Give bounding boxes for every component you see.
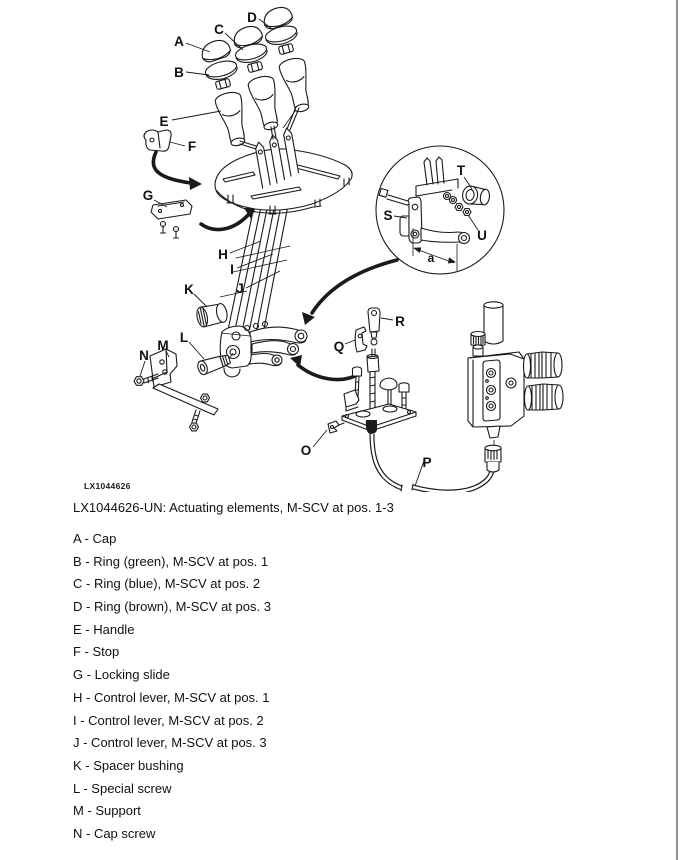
legend-item: H - Control lever, M-SCV at pos. 1 [73, 689, 270, 705]
mushroom-cap [380, 378, 397, 408]
mounting-plate [215, 149, 352, 214]
legend-item: L - Special screw [73, 780, 172, 796]
callout-d: D [247, 10, 257, 25]
page-right-border [676, 0, 678, 860]
figure-caption: LX1044626-UN: Actuating elements, M-SCV at pos. 1-3 [73, 500, 394, 515]
parts-legend [73, 528, 271, 846]
callout-e: E [159, 114, 169, 129]
legend-item: I - Control lever, M-SCV at pos. 2 [73, 712, 264, 728]
legend-item: M - Support [73, 803, 141, 819]
legend-item: C - Ring (blue), M-SCV at pos. 2 [73, 576, 261, 592]
legend-item: K - Spacer bushing [73, 757, 184, 773]
nut-3 [278, 43, 294, 54]
legend-item: G - Locking slide [73, 667, 170, 683]
vertical-actuator-rod [367, 339, 379, 410]
callout-b: B [174, 65, 184, 80]
plate-bracket [344, 390, 359, 411]
cable-connector [485, 445, 501, 472]
support-bolt [190, 410, 201, 431]
flow-arrow-slide-to-plate [201, 207, 256, 230]
valve-face-panel [483, 360, 500, 421]
legend-item: A - Cap [73, 531, 117, 546]
detail-circle [376, 146, 504, 274]
callout-n: N [139, 348, 149, 363]
valve-top-cylinder [484, 302, 503, 344]
legend-item: D - Ring (brown), M-SCV at pos. 3 [73, 599, 271, 615]
valve-left-connector [471, 332, 485, 357]
bowden-cable [372, 434, 492, 492]
valve-block [468, 302, 563, 472]
dimension-label: a [427, 251, 435, 265]
flow-arrow-right-to-levers [290, 355, 357, 380]
link-r [368, 308, 380, 338]
callout-u: U [477, 228, 487, 243]
support-nut [201, 394, 210, 402]
callout-r: R [395, 314, 405, 329]
handle-2 [247, 74, 284, 132]
flow-arrow-detail-to-levers [302, 260, 397, 325]
lever-cluster [220, 322, 307, 378]
callout-f: F [187, 139, 197, 154]
clip-q [355, 327, 367, 352]
callout-t: T [456, 163, 466, 178]
cable-boot [366, 420, 377, 434]
callout-h: H [218, 247, 228, 262]
callout-p: P [422, 455, 432, 470]
valve-coupler-top [524, 352, 563, 378]
nut-2 [247, 61, 263, 72]
legend-item: E - Handle [73, 621, 135, 637]
locking-slide-g [151, 200, 192, 238]
flow-arrow-stop-to-plate [153, 152, 202, 190]
legend-item: N - Cap screw [73, 825, 156, 841]
slide-screws [161, 222, 179, 239]
cap-a [199, 38, 232, 64]
callout-q: Q [333, 339, 345, 354]
handle-3 [278, 56, 315, 114]
callout-i: I [230, 262, 234, 277]
callout-a: A [174, 34, 184, 49]
callout-j: J [236, 281, 244, 296]
callout-s: S [383, 208, 393, 223]
valve-coupler-bottom [525, 384, 564, 410]
legend-item: B - Ring (green), M-SCV at pos. 1 [73, 553, 269, 569]
callout-c: C [214, 22, 224, 37]
callout-m: M [157, 338, 169, 353]
handle-e [214, 90, 251, 148]
stop-part-f [144, 130, 171, 151]
clip-o [328, 421, 344, 433]
figure-id: LX1044626 [84, 481, 131, 491]
callout-l: L [179, 330, 189, 345]
nut-1 [215, 78, 231, 89]
legend-item: J - Control lever, M-SCV at pos. 3 [73, 735, 267, 751]
legend-item: F - Stop [73, 644, 120, 660]
callout-o: O [300, 443, 312, 458]
callout-k: K [184, 282, 194, 297]
callout-g: G [142, 188, 154, 203]
